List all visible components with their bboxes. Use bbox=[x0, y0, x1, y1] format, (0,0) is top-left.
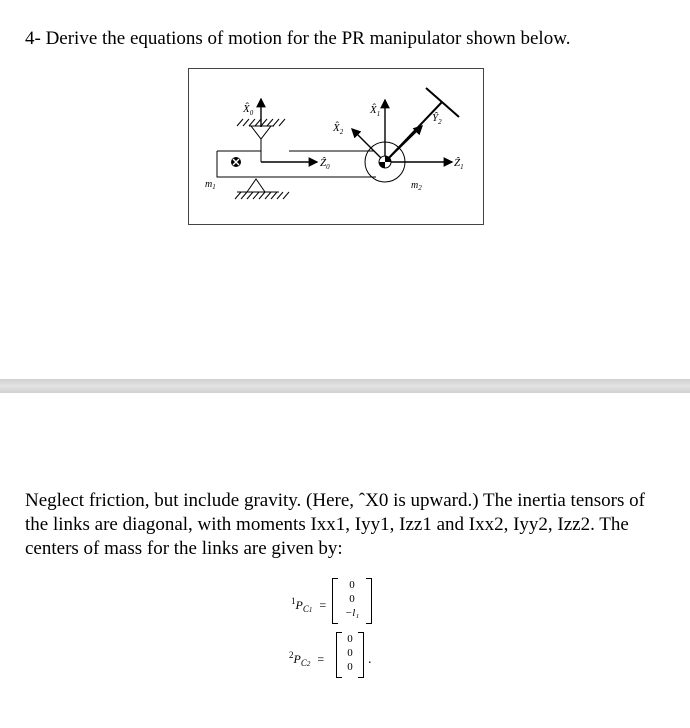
pc2-label: $^2P_{C2}$ = bbox=[289, 650, 325, 669]
link1-outline bbox=[217, 151, 376, 177]
y2-axis-label: $Ŷ_2$ bbox=[432, 112, 442, 126]
x0-axis-label: $X̂_0$ bbox=[243, 103, 254, 117]
pc1-vector-0: 0 bbox=[349, 579, 355, 591]
m2-label: $m_2$ bbox=[411, 180, 422, 192]
link2-com-marker bbox=[379, 156, 391, 168]
x2-axis bbox=[352, 129, 385, 162]
link1-com-marker bbox=[231, 157, 241, 167]
question-title: 4- Derive the equations of motion for the PR manipulator shown below. bbox=[25, 28, 571, 49]
upper-ground-support bbox=[249, 126, 274, 162]
pc2-vector bbox=[336, 632, 364, 678]
y2-axis bbox=[385, 126, 422, 162]
lower-ground-hatch bbox=[235, 192, 289, 199]
z1-axis-label: Ẑ$_1$ bbox=[454, 157, 464, 171]
z0-axis-label: Ẑ$_0$ bbox=[320, 157, 330, 171]
x1-axis-label: $X̂_1$ bbox=[370, 104, 381, 118]
x2-axis-label: $X̂_2$ bbox=[333, 122, 344, 136]
pc2-vector-1: 0 bbox=[347, 647, 353, 659]
lower-ground-support bbox=[237, 179, 279, 192]
pc2-vector-0: 0 bbox=[347, 633, 353, 645]
manipulator-diagram bbox=[189, 69, 485, 226]
question-body bbox=[25, 489, 655, 561]
question-body-text: Neglect friction, but include gravity. (Here, ˆX0 is upward.) The inertia tensors of the links are diagonal, with moments Ixx1, Iyy1, Izz1 and Ixx2, Iyy2, Izz2. The centers of mass for the links are given by: bbox=[25, 490, 645, 559]
page-divider bbox=[0, 379, 690, 393]
pc1-vector bbox=[332, 578, 372, 624]
m1-label: $m_1$ bbox=[205, 179, 216, 191]
pc2-vector-2: 0 bbox=[347, 661, 353, 673]
manipulator-figure bbox=[188, 68, 484, 225]
pc1-vector-1: 0 bbox=[349, 593, 355, 605]
pc1-vector-2: −l₁ bbox=[344, 607, 360, 619]
pc1-label: $^1P_{C1}$ = bbox=[291, 596, 327, 615]
pc2-period: . bbox=[368, 652, 372, 667]
